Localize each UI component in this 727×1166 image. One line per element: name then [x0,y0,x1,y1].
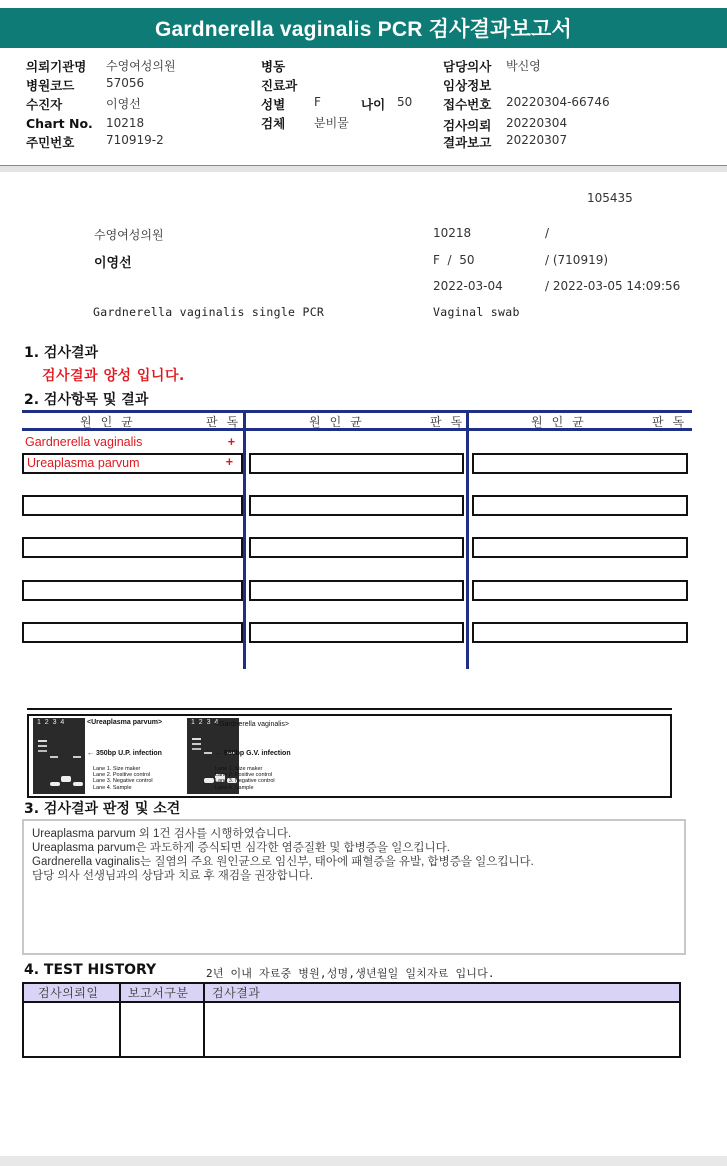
lane-label: Lane 2. Positive control [215,772,273,779]
hospital-code-label: 병원코드 [26,78,75,93]
result-row [22,432,243,453]
detail-report-date: / 2022-03-05 14:09:56 [545,279,681,293]
empty-cell [472,537,688,558]
empty-cell [249,622,464,643]
pathogen-result: + [227,435,235,449]
section3-title: 3. 검사결과 판정 및 소견 [24,801,181,817]
empty-cell [472,580,688,601]
lane-label: Lane 3. Negative control [215,778,275,785]
empty-cell [249,537,464,558]
opinion-line: Ureaplasma parvum은 과도하게 증식되면 심각한 염증질환 및 합병증을 일으킵니다. [32,842,450,854]
receipt-label: 접수번호 [443,97,492,112]
lane-label: Lane 2. Positive control [93,772,151,779]
empty-cell [22,537,243,558]
empty-cell [472,453,688,474]
col-pathogen-header-2: 원인균 [309,415,371,429]
empty-cell [249,580,464,601]
detail-chart: 10218 [433,226,472,240]
detail-institution: 수영여성의원 [94,228,164,242]
section4-title: 4. TEST HISTORY [24,962,157,978]
empty-cell [22,495,243,516]
section1-title: 1. 검사결과 [24,345,99,361]
history-note: 2년 이내 자료중 병원,성명,생년월일 일치자료 입니다. [206,967,495,980]
history-table [22,982,681,1058]
specimen-label: 검체 [261,116,286,131]
pathogen-name: Ureaplasma parvum [27,456,140,470]
report-title: Gardnerella vaginalis PCR 검사결과보고서 [0,8,727,48]
gel-left-band-text: 350bp U.P. infection [95,750,162,757]
result-row [22,453,243,474]
result-label: 결과보고 [443,135,492,150]
age-value: 50 [397,95,413,109]
lane-label: Lane 4. Sample [215,784,254,791]
history-col-result: 검사결과 [212,986,261,1000]
empty-cell [472,622,688,643]
empty-cell [22,580,243,601]
detail-specimen: Vaginal swab [433,305,520,319]
doctor-label: 담당의사 [443,59,492,74]
header-info [0,48,727,166]
pathogen-name: Gardnerella vaginalis [25,435,143,449]
chart-label: Chart No. [26,116,93,131]
detail-request-date: 2022-03-04 [433,279,503,293]
section2-title: 2. 검사항목 및 결과 [24,392,149,408]
ward-label: 병동 [261,59,286,74]
col-pathogen-header-1: 원인균 [80,415,142,429]
rrn-value: 710919-2 [106,133,164,147]
detail-rrn: / (710919) [545,253,609,267]
serial-number: 105435 [587,191,633,205]
col-judgement-header-2: 판독 [430,415,472,429]
header-separator [0,166,727,172]
empty-cell [22,622,243,643]
detail-patient: 이영선 [94,256,132,271]
doctor-value: 박신영 [506,59,541,73]
empty-cell [472,495,688,516]
gel-top-line [27,708,672,710]
institution-value: 수영여성의원 [106,59,176,73]
lane-label: Lane 4. Sample [93,784,132,791]
pathogen-result: + [225,455,233,469]
table-col-divider-1 [243,410,246,669]
col-judgement-header-1: 판독 [206,415,248,429]
gel-left-lanes [93,766,153,791]
gel-right-band-text: 660bp G.V. infection [223,750,291,757]
lane-label: Lane 1. Size maker [215,766,263,772]
chart-value: 10218 [106,116,145,130]
history-divider-2 [203,984,205,1056]
patient-value: 이영선 [106,97,141,111]
opinion-line: Ureaplasma parvum 외 1건 검사를 시행하였습니다. [32,828,292,840]
detail-test-name: Gardnerella vaginalis single PCR [93,305,325,319]
empty-cell [249,495,464,516]
institution-label: 의뢰기관명 [26,59,87,74]
hospital-code-value: 57056 [106,76,145,90]
gel-lane-numbers-left: 1 2 3 4 [37,719,65,726]
footer-bar [0,1156,727,1166]
receipt-value: 20220304-66746 [506,95,610,109]
opinion-box [22,819,686,955]
lane-label: Lane 1. Size maker [93,766,141,772]
opinion-line: 담당 의사 선생님과의 상담과 치료 후 재검을 권장합니다. [32,870,314,882]
empty-cell [249,453,464,474]
request-value: 20220304 [506,116,568,130]
age-label: 나이 [361,97,386,112]
gel-figure [27,714,672,798]
gel-right-lanes [215,766,275,791]
lane-label: Lane 3. Negative control [93,778,153,785]
detail-slash: / [545,226,550,240]
result-value: 20220307 [506,133,568,147]
history-col-report-type: 보고서구분 [128,986,189,1000]
positive-result: 검사결과 양성 입니다. [42,368,185,384]
specimen-value: 분비물 [314,116,349,130]
gel-left-title: <Ureaplasma parvum> [87,719,163,726]
col-pathogen-header-3: 원인균 [531,415,593,429]
dept-label: 진료과 [261,78,298,93]
table-col-divider-2 [466,410,469,669]
gel-image-left [33,718,85,794]
gel-right-title: <Gardnerella vaginalis> [215,721,289,728]
detail-sex-age: F / 50 [433,253,475,267]
request-label: 검사의뢰 [443,118,492,133]
gel-left-band: ← 350bp U.P. infection [87,750,162,757]
col-judgement-header-3: 판독 [652,415,694,429]
gel-lane-numbers-right: 1 2 3 4 [191,719,219,726]
sex-label: 성별 [261,97,286,112]
opinion-line: Gardnerella vaginalis는 질염의 주요 원인균으로 임신부, 태아에 패혈증을 유발, 합병증을 일으킵니다. [32,856,534,868]
sex-value: F [314,95,321,109]
gel-right-band: ← 660bp G.V. infection [215,750,291,757]
patient-label: 수진자 [26,97,63,112]
history-divider-1 [119,984,121,1056]
rrn-label: 주민번호 [26,135,75,150]
history-col-request-date: 검사의뢰일 [38,986,99,1000]
clinical-label: 임상정보 [443,78,492,93]
